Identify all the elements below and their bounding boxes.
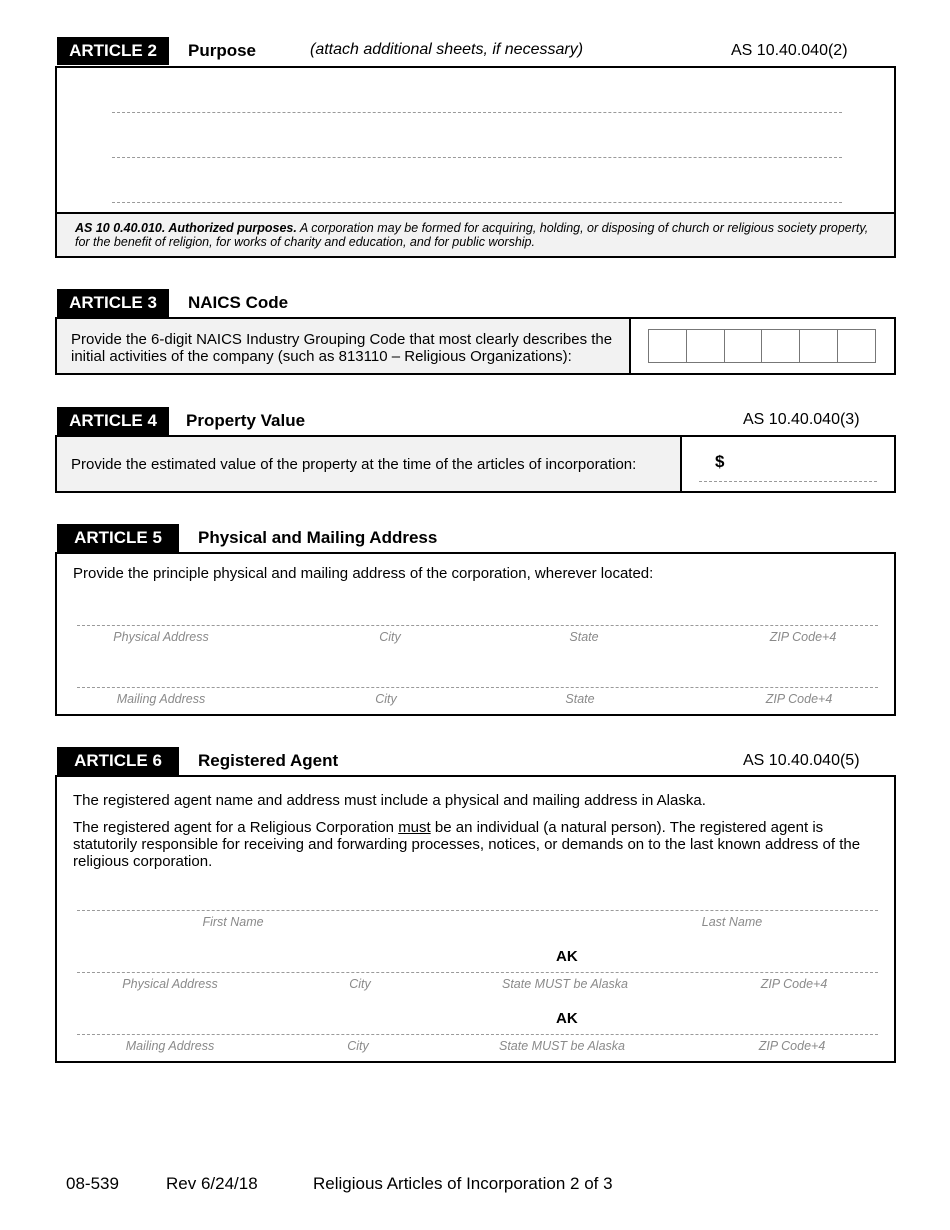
agent-physical-address-input[interactable]	[77, 949, 497, 971]
purpose-line-3-rule	[112, 202, 842, 203]
article2-note	[57, 212, 894, 256]
article4-tag: ARTICLE 4	[57, 407, 169, 435]
article2-tag: ARTICLE 2	[57, 37, 169, 65]
article2-hint: (attach additional sheets, if necessary)	[310, 41, 584, 58]
label-agent-mailing-address: Mailing Address	[125, 1039, 215, 1053]
article2-note-text: A corporation may be formed for acquiring, holding, or disposing of church or religious society property, for the benefit of religion, for works of charity and education, and for public worship.	[75, 221, 869, 249]
agent-para-2-must: must	[398, 819, 431, 836]
label-last-name: Last Name	[701, 915, 763, 929]
agent-para-2-end: be an individual (a natural person). The registered agent is statutorily responsible for receiving and forwarding processes, notices, or demands on to the last known address of the religious corporation.	[73, 819, 861, 870]
label-agent-state: State MUST be Alaska	[502, 977, 628, 991]
corp-mailing-address-rule	[77, 687, 878, 688]
article4-statute: AS 10.40.040(3)	[743, 411, 860, 428]
agent-first-name-input[interactable]	[77, 887, 457, 909]
article2-note-bold: AS 10 0.40.010. Authorized purposes.	[75, 221, 297, 235]
agent-mailing-address-input[interactable]	[77, 1011, 497, 1033]
agent-mailing-rule	[77, 1034, 878, 1035]
label-first-name: First Name	[202, 915, 264, 929]
article2-box	[55, 66, 896, 258]
article6-tag: ARTICLE 6	[57, 747, 179, 775]
corp-mailing-address-input[interactable]	[77, 664, 877, 686]
label-mailing-state: State	[565, 692, 595, 706]
agent-physical-state-value: AK	[556, 948, 578, 965]
corp-physical-address-rule	[77, 625, 878, 626]
label-mailing-zip: ZIP Code+4	[765, 692, 833, 706]
agent-physical-rule	[77, 972, 878, 973]
agent-last-name-input[interactable]	[477, 887, 877, 909]
label-agent-zip: ZIP Code+4	[760, 977, 828, 991]
label-agent-mailing-state: State MUST be Alaska	[499, 1039, 625, 1053]
label-agent-city: City	[349, 977, 371, 991]
label-mailing-city: City	[375, 692, 397, 706]
naics-digit-2[interactable]	[687, 330, 725, 362]
label-state: State	[569, 630, 599, 644]
purpose-line-2-rule	[112, 157, 842, 158]
property-value-rule	[699, 481, 877, 482]
article6-statute: AS 10.40.040(5)	[743, 752, 860, 769]
naics-digit-3[interactable]	[725, 330, 763, 362]
article4-box	[55, 435, 896, 493]
article5-box	[55, 552, 896, 716]
label-agent-mailing-zip: ZIP Code+4	[758, 1039, 826, 1053]
article3-title: NAICS Code	[188, 293, 289, 312]
article2-title: Purpose	[188, 41, 257, 60]
article6-title: Registered Agent	[198, 751, 339, 770]
purpose-line-3[interactable]	[112, 178, 842, 202]
currency-symbol: $	[715, 452, 725, 471]
naics-digit-6[interactable]	[838, 330, 875, 362]
article3-box	[55, 317, 896, 375]
purpose-line-1[interactable]	[112, 88, 842, 112]
agent-mailing-state-value: AK	[556, 1010, 578, 1027]
article5-tag: ARTICLE 5	[57, 524, 179, 552]
article5-title: Physical and Mailing Address	[198, 528, 438, 547]
agent-para-2-start: The registered agent for a Religious Corporation	[73, 819, 399, 836]
article4-title: Property Value	[186, 411, 306, 430]
naics-digit-5[interactable]	[800, 330, 838, 362]
footer-title: Religious Articles of Incorporation 2 of 3	[313, 1174, 613, 1193]
property-value-instruction: Provide the estimated value of the property at the time of the articles of incorporation:	[57, 437, 682, 491]
article2-statute: AS 10.40.040(2)	[731, 42, 848, 59]
naics-digit-4[interactable]	[762, 330, 800, 362]
label-city: City	[379, 630, 401, 644]
label-zip: ZIP Code+4	[769, 630, 837, 644]
label-physical-address: Physical Address	[113, 630, 209, 644]
purpose-line-1-rule	[112, 112, 842, 113]
agent-name-rule	[77, 910, 878, 911]
label-agent-mailing-city: City	[347, 1039, 369, 1053]
article3-tag: ARTICLE 3	[57, 289, 169, 317]
naics-digit-1[interactable]	[649, 330, 687, 362]
address-instruction: Provide the principle physical and mailing address of the corporation, wherever located:	[73, 565, 654, 582]
label-agent-physical-address: Physical Address	[122, 977, 218, 991]
article6-box	[55, 775, 896, 1063]
naics-code-boxes	[648, 329, 876, 363]
agent-para-2	[73, 819, 873, 870]
naics-instruction: Provide the 6-digit NAICS Industry Grouping Code that most clearly describes the initial activities of the company (such as 813110 – Religious Organizations):	[57, 319, 631, 373]
footer-form-number: 08-539	[66, 1174, 119, 1193]
agent-para-1: The registered agent name and address must include a physical and mailing address in Alaska.	[73, 792, 706, 809]
footer-revision: Rev 6/24/18	[166, 1174, 258, 1193]
label-mailing-address: Mailing Address	[116, 692, 206, 706]
property-value-input[interactable]	[735, 451, 875, 477]
corp-physical-address-input[interactable]	[77, 602, 877, 624]
purpose-line-2[interactable]	[112, 133, 842, 157]
